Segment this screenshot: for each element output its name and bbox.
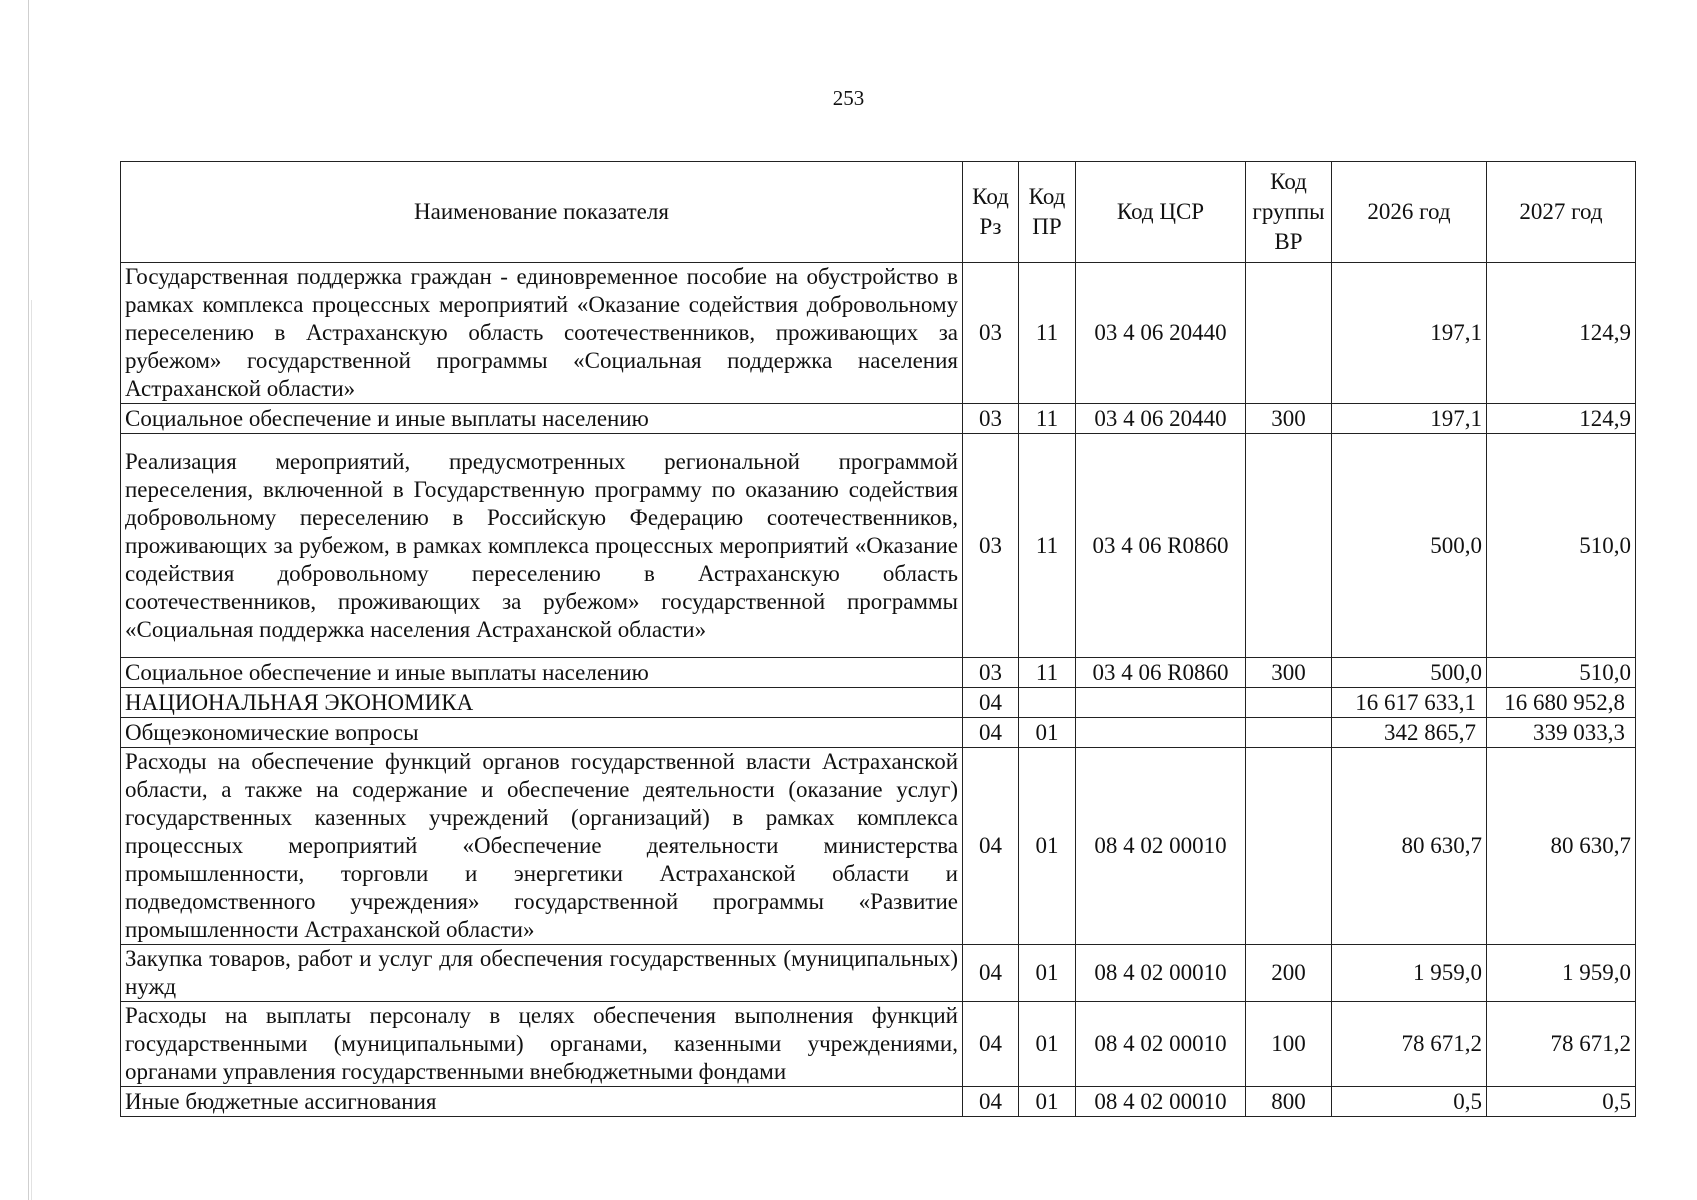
- table-row: [121, 263, 1636, 404]
- row-2026: 0,5: [1332, 1087, 1487, 1117]
- row-pr: 11: [1019, 658, 1076, 688]
- row-csr: 08 4 02 00010: [1076, 748, 1246, 945]
- row-csr: 08 4 02 00010: [1076, 1087, 1246, 1117]
- row-csr: 03 4 06 20440: [1076, 263, 1246, 404]
- page-number: 253: [832, 86, 865, 110]
- row-name: Социальное обеспечение и иные выплаты населению: [121, 404, 963, 434]
- table-row: [121, 1002, 1636, 1087]
- row-2027: 16 680 952,8: [1487, 688, 1636, 718]
- row-2027: 510,0: [1487, 658, 1636, 688]
- scan-edge-line: [28, 0, 29, 1200]
- row-vr: 300: [1246, 404, 1332, 434]
- row-name: Расходы на выплаты персоналу в целях обеспечения выполнения функций государственными (муниципальными) органами, казенными учреждениями, органами управления государственными внебюджетными фондами: [121, 1002, 963, 1087]
- row-rz: 04: [963, 1087, 1019, 1117]
- row-name: Закупка товаров, работ и услуг для обеспечения государственных (муниципальных) нужд: [121, 945, 963, 1002]
- row-rz: 03: [963, 404, 1019, 434]
- header-rz: Код Рз: [963, 162, 1019, 263]
- row-vr: 800: [1246, 1087, 1332, 1117]
- header-2026: 2026 год: [1332, 162, 1487, 263]
- row-pr: 01: [1019, 748, 1076, 945]
- row-name: Реализация мероприятий, предусмотренных региональной программой переселения, включенной в Государственную программу по оказанию содействия добровольному переселению в Российскую Федерацию соотечественников, проживающих за рубежом, в рамках комплекса процессных мероприятий «Оказание содействия добровольному переселению в Астраханскую область соотечественников, проживающих за рубежом» государственной программы «Социальная поддержка населения Астраханской области»: [121, 434, 963, 658]
- row-2026: 78 671,2: [1332, 1002, 1487, 1087]
- row-2026: 500,0: [1332, 434, 1487, 658]
- scan-edge-line: [31, 300, 32, 1200]
- row-2026: 80 630,7: [1332, 748, 1487, 945]
- table-row: [121, 1087, 1636, 1117]
- row-rz: 03: [963, 263, 1019, 404]
- table-row: [121, 658, 1636, 688]
- row-vr: [1246, 263, 1332, 404]
- row-rz: 04: [963, 1002, 1019, 1087]
- table-header-row: [121, 162, 1636, 263]
- row-pr: 11: [1019, 263, 1076, 404]
- row-rz: 04: [963, 718, 1019, 748]
- row-vr: 200: [1246, 945, 1332, 1002]
- row-name: Социальное обеспечение и иные выплаты населению: [121, 658, 963, 688]
- row-2027: 1 959,0: [1487, 945, 1636, 1002]
- row-2026: 500,0: [1332, 658, 1487, 688]
- row-name: Иные бюджетные ассигнования: [121, 1087, 963, 1117]
- row-pr: 11: [1019, 434, 1076, 658]
- row-2026: 197,1: [1332, 404, 1487, 434]
- row-2026: 342 865,7: [1332, 718, 1487, 748]
- row-csr: 03 4 06 R0860: [1076, 658, 1246, 688]
- row-2026: 16 617 633,1: [1332, 688, 1487, 718]
- row-2027: 124,9: [1487, 263, 1636, 404]
- row-name: Общеэкономические вопросы: [121, 718, 963, 748]
- row-name: Государственная поддержка граждан - единовременное пособие на обустройство в рамках комплекса процессных мероприятий «Оказание содействия добровольному переселению в Астраханскую область соотечественников, проживающих за рубежом» государственной программы «Социальная поддержка населения Астраханской области»: [121, 263, 963, 404]
- row-name: НАЦИОНАЛЬНАЯ ЭКОНОМИКА: [121, 688, 963, 718]
- row-pr: 01: [1019, 718, 1076, 748]
- header-2027: 2027 год: [1487, 162, 1636, 263]
- row-pr: [1019, 688, 1076, 718]
- row-csr: 08 4 02 00010: [1076, 1002, 1246, 1087]
- row-vr: [1246, 748, 1332, 945]
- row-2026: 1 959,0: [1332, 945, 1487, 1002]
- row-csr: 03 4 06 20440: [1076, 404, 1246, 434]
- row-2027: 80 630,7: [1487, 748, 1636, 945]
- row-rz: 03: [963, 658, 1019, 688]
- row-pr: 11: [1019, 404, 1076, 434]
- budget-table: [120, 161, 1636, 1117]
- row-rz: 04: [963, 945, 1019, 1002]
- row-2027: 0,5: [1487, 1087, 1636, 1117]
- table-row: [121, 404, 1636, 434]
- row-csr: [1076, 688, 1246, 718]
- table-row: [121, 748, 1636, 945]
- header-pr: Код ПР: [1019, 162, 1076, 263]
- row-pr: 01: [1019, 1087, 1076, 1117]
- row-2026: 197,1: [1332, 263, 1487, 404]
- row-vr: 100: [1246, 1002, 1332, 1087]
- row-vr: [1246, 718, 1332, 748]
- row-pr: 01: [1019, 945, 1076, 1002]
- row-csr: 03 4 06 R0860: [1076, 434, 1246, 658]
- row-vr: 300: [1246, 658, 1332, 688]
- row-2027: 339 033,3: [1487, 718, 1636, 748]
- row-rz: 03: [963, 434, 1019, 658]
- row-vr: [1246, 688, 1332, 718]
- table-row: [121, 945, 1636, 1002]
- header-name: Наименование показателя: [121, 162, 963, 263]
- header-vr: Код группы ВР: [1246, 162, 1332, 263]
- header-csr: Код ЦСР: [1076, 162, 1246, 263]
- row-csr: [1076, 718, 1246, 748]
- row-name: Расходы на обеспечение функций органов государственной власти Астраханской области, а также на содержание и обеспечение деятельности (оказание услуг) государственных казенных учреждений (организаций) в рамках комплекса процессных мероприятий «Обеспечение деятельности министерства промышленности, торговли и энергетики Астраханской области и подведомственного учреждения» государственной программы «Развитие промышленности Астраханской области»: [121, 748, 963, 945]
- row-rz: 04: [963, 748, 1019, 945]
- row-rz: 04: [963, 688, 1019, 718]
- table-row: [121, 434, 1636, 658]
- row-2027: 510,0: [1487, 434, 1636, 658]
- row-vr: [1246, 434, 1332, 658]
- row-csr: 08 4 02 00010: [1076, 945, 1246, 1002]
- row-pr: 01: [1019, 1002, 1076, 1087]
- row-2027: 78 671,2: [1487, 1002, 1636, 1087]
- row-2027: 124,9: [1487, 404, 1636, 434]
- table-row: [121, 718, 1636, 748]
- table-row: [121, 688, 1636, 718]
